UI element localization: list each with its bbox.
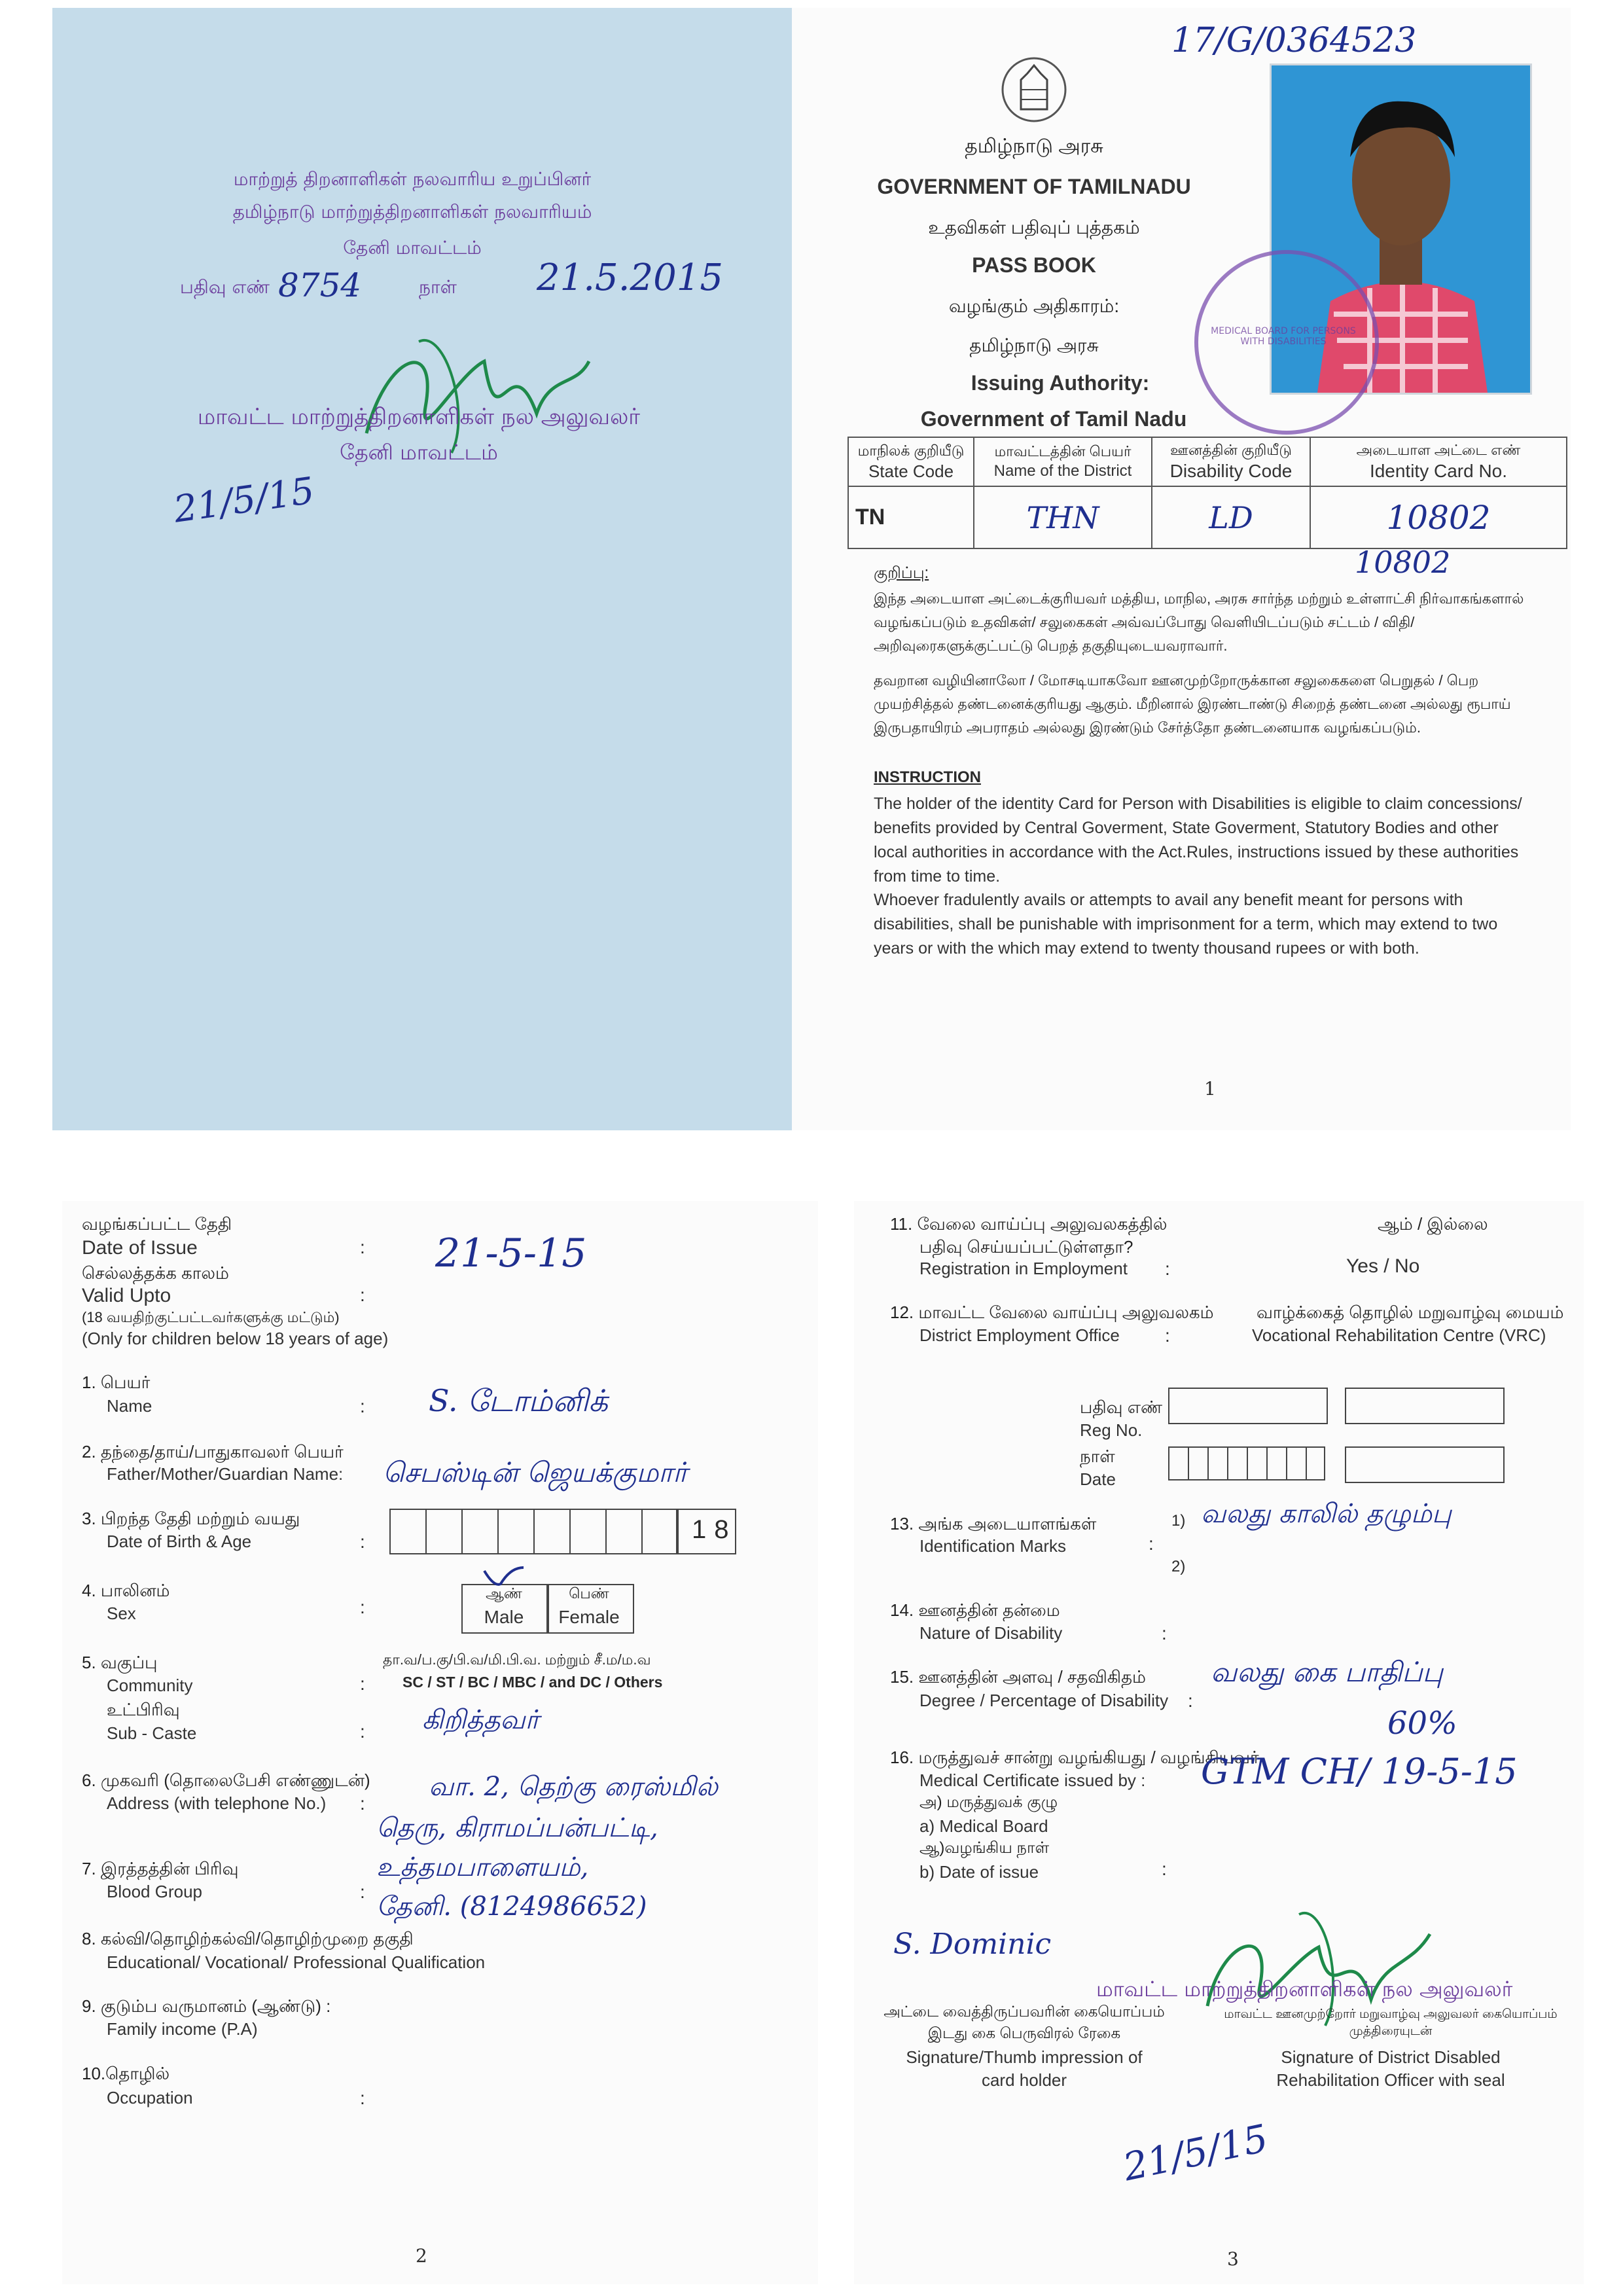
field-14-en: Nature of Disability: [919, 1623, 1063, 1643]
dob-cells: [389, 1509, 677, 1554]
field-4-en: Sex: [107, 1604, 136, 1623]
page-number-2: 2: [416, 2245, 427, 2267]
field-7-ta: 7. இரத்தத்தின் பிரிவு: [82, 1859, 239, 1878]
field-16a-ta: அ) மருத்துவக் குழு: [919, 1793, 1058, 1811]
vrc-ta: வாழ்க்கைத் தொழில் மறுவாழ்வு மையம்: [1257, 1302, 1564, 1322]
subcaste-value: கிறித்தவர்: [422, 1705, 539, 1735]
male-en: Male: [484, 1607, 524, 1627]
page-2: வழங்கப்பட்ட தேதி Date of Issue : 21-5-15 செல்லத்தக்க காலம் Valid Upto : (18 வயதிற்குட்பட்டவர்களுக்கு மட்டும்) (Only for children below 18 years of age) 1. பெயர் Name : S. டோம்னிக் 2. தந்தை/தாய்/பாதுகாவலர் பெயர் Father/Mother/Guardian Name: செபஸ்டின் ஜெயக்குமார் 3. பிறந்த தேதி மற்றும் வயது Date of Birth & Age : 18 4. பாலினம் Sex : ஆண் Male பெண் Female 5. வகுப்பு Community : தா.வ/ப.கு/பி.வ/மி.பி.வ. மற்றும் சீ.ம/ம.வ SC / ST / BC / MBC / and DC / Others உட்பிரிவு Sub - Caste : கிறித்தவர் 6. முகவரி (தொலைபேசி எண்ணுடன்) Address (with telephone No.) : வா. 2, தெற்கு ரைஸ்மில் தெரு, கிராமப்பன்பட்டி, உத்தமபாளையம், தேனி. (8124986652) 7. இரத்தத்தின் பிரிவு Blood Group : 8. கல்வி/தொழிற்கல்வி/தொழிற்முறை தகுதி Educational/ Vocational/ Professional Qualification 9. குடும்ப வருமானம் (ஆண்டு) : Family income (P.A) 10.தொழில் Occupation : 2: [62, 1201, 818, 2284]
valid-upto-en: Valid Upto: [82, 1285, 171, 1306]
disability-code-en: Disability Code: [1169, 461, 1293, 481]
field-9-ta: 9. குடும்ப வருமானம் (ஆண்டு) :: [82, 1996, 331, 2016]
field-9-en: Family income (P.A): [107, 2019, 258, 2039]
field-13-en: Identification Marks: [919, 1536, 1066, 1556]
field-8-ta: 8. கல்வி/தொழிற்கல்வி/தொழிற்முறை தகுதி: [82, 1929, 414, 1948]
district-name-en: Name of the District: [993, 462, 1132, 480]
officer-caption-en1: Signature of District Disabled: [1281, 2047, 1501, 2067]
field-6-en: Address (with telephone No.): [107, 1793, 327, 1813]
field-11-en: Registration in Employment: [919, 1259, 1128, 1278]
district-name-ta: மாவட்டத்தின் பெயர்: [994, 443, 1132, 459]
officer-caption-ta: மாவட்ட ஊனமுற்றோர் மறுவாழ்வு அலுவலர் கையொப்பம் முத்திரையுடன்: [1224, 2007, 1558, 2038]
reg-no-ta: பதிவு எண்: [1080, 1397, 1163, 1417]
field-15-ta: 15. ஊனத்தின் அளவு / சதவிகிதம்: [890, 1667, 1146, 1687]
cover-officer-line2: தேனி மாவட்டம்: [340, 440, 498, 465]
idcard-no-ta: அடையாள அட்டை எண்: [1356, 442, 1521, 458]
mark-2-label: 2): [1171, 1558, 1186, 1575]
cover-officer-line1: மாவட்ட மாற்றுத்திறனாளிகள் நல அலுவலர்: [197, 404, 641, 430]
address-line3: உத்தமபாளையம்,: [376, 1852, 589, 1882]
date-ta: நாள்: [1080, 1446, 1115, 1466]
medical-certificate-value: GTM CH/ 19-5-15: [1201, 1751, 1518, 1792]
idcard-no-value: 10802: [1386, 498, 1491, 537]
field-1-en: Name: [107, 1396, 152, 1416]
field-15-en: Degree / Percentage of Disability: [919, 1691, 1169, 1710]
page-number-1: 1: [1204, 1078, 1216, 1100]
male-ta: ஆண்: [486, 1585, 522, 1602]
employment-option-ta: ஆம் / இல்லை: [1378, 1214, 1488, 1234]
mark-1-value: வலது காலில் தழும்பு: [1201, 1499, 1452, 1529]
name-value: S. டோம்னிக்: [429, 1383, 608, 1418]
holder-caption-ta1: அட்டை வைத்திருப்பவரின் கையொப்பம்: [883, 2003, 1165, 2020]
field-16b-ta: ஆ)வழங்கிய நாள்: [919, 1839, 1050, 1857]
field-1-ta: 1. பெயர்: [82, 1372, 151, 1392]
children-note-en: (Only for children below 18 years of age): [82, 1329, 389, 1348]
disability-percentage-value: 60%: [1387, 1705, 1457, 1742]
subcaste-ta: உட்பிரிவு: [107, 1700, 180, 1719]
authority-en: Issuing Authority:: [971, 371, 1150, 395]
reg-no-box-2: [1345, 1388, 1505, 1424]
employment-option-en: Yes / No: [1346, 1255, 1420, 1277]
address-line2: தெரு, கிராமப்பன்பட்டி,: [376, 1813, 658, 1843]
officer-caption-en2: Rehabilitation Officer with seal: [1276, 2070, 1505, 2090]
field-13-ta: 13. அங்க அடையாளங்கள்: [890, 1514, 1097, 1534]
holder-caption-en2: card holder: [981, 2070, 1067, 2090]
state-code-value: TN: [855, 505, 885, 529]
field-16-ta: 16. மருத்துவச் சான்று வழங்கியது / வழங்கியவர்: [890, 1748, 1259, 1767]
field-2-ta: 2. தந்தை/தாய்/பாதுகாவலர் பெயர்: [82, 1442, 344, 1462]
holder-caption-ta2: இடது கை பெருவிரல் ரேகை: [927, 2024, 1121, 2041]
holder-caption-en1: Signature/Thumb impression of: [906, 2047, 1143, 2067]
authority-ta: வழங்கும் அதிகாரம்:: [948, 296, 1120, 316]
field-3-ta: 3. பிறந்த தேதி மற்றும் வயது: [82, 1509, 300, 1528]
notes-ta-para1: இந்த அடையாள அட்டைக்குரியவர் மத்திய, மாநில, அரசு சார்ந்த மற்றும் உள்ளாட்சி நிர்வாகங்களால் வழங்கப்படும் உதவிகள்/ சலுகைகள் அவ்வப்போது வெளியிடப்படும் சட்டம் / விதி/ அறிவுரைகளுக்குட்பட்டு பெறத் தகுதியுடையவராவார்.: [874, 590, 1524, 654]
date-en: Date: [1080, 1469, 1116, 1489]
field-11-ta: 11. வேலை வாய்ப்பு அலுவலகத்தில்: [890, 1214, 1168, 1234]
female-ta: பெண்: [569, 1585, 609, 1602]
field-5-ta: 5. வகுப்பு: [82, 1653, 158, 1672]
notes-ta-para2: தவறான வழியினாலோ / மோசடியாகவோ ஊனமுற்றோருக்கான சலுகைகளை பெறுதல் / பெற முயற்சித்தல் தண்டனைக்குரியது ஆகும். மீறினால் இரண்டாண்டு சிறைத் தண்டனை அல்லது ரூபாய் இருபதாயிரம் அபராதம் அல்லது இரண்டும் சேர்த்தோ தண்டனையாக வழங்கப்படும்.: [874, 672, 1511, 736]
issue-date-ta: வழங்கப்பட்ட தேதி: [82, 1214, 232, 1234]
age-value: 18: [692, 1515, 737, 1544]
address-line1: வா. 2, தெற்கு ரைஸ்மில்: [429, 1772, 718, 1802]
field-10-en: Occupation: [107, 2088, 193, 2108]
field-6-ta: 6. முகவரி (தொலைபேசி எண்ணுடன்): [82, 1770, 370, 1790]
vrc-en: Vocational Rehabilitation Centre (VRC): [1252, 1325, 1546, 1345]
field-3-en: Date of Birth & Age: [107, 1532, 252, 1551]
district-code-value: THN: [1026, 499, 1099, 535]
idcard-no-en: Identity Card No.: [1369, 461, 1508, 481]
cover-stamp-line1: மாற்றுத் திறனாளிகள் நலவாரிய உறுப்பினர்: [233, 168, 592, 190]
officer-stamp-text: மாவட்ட மாற்றுத்திறனாளிகள் நல அலுவலர்: [1096, 1977, 1513, 2001]
state-code-ta: மாநிலக் குறியீடு: [857, 442, 965, 459]
cover-stamp-line2: தமிழ்நாடு மாற்றுத்திறனாளிகள் நலவாரியம்: [232, 201, 592, 223]
tn-emblem-icon: [1001, 54, 1067, 126]
cover-reg-label: பதிவு எண்: [180, 276, 270, 298]
male-tick-mark: [481, 1564, 527, 1590]
cover-handwritten-date: 21/5/15: [171, 469, 317, 531]
guardian-name-value: செபஸ்டின் ஜெயக்குமார்: [383, 1456, 688, 1488]
valid-upto-ta: செல்லத்தக்க காலம்: [82, 1263, 229, 1283]
field-11-ta2: பதிவு செய்யப்பட்டுள்ளதா?: [919, 1237, 1133, 1257]
date-box-2: [1345, 1446, 1505, 1483]
field-14-ta: 14. ஊனத்தின் தன்மை: [890, 1600, 1060, 1620]
date-cells: [1168, 1446, 1325, 1480]
page-number-3: 3: [1227, 2248, 1239, 2270]
codes-table: [847, 437, 1567, 549]
field-16b-en: b) Date of issue: [919, 1862, 1039, 1882]
address-line4: தேனி. (8124986652): [376, 1892, 647, 1922]
officer-handwritten-date: 21/5/15: [1119, 2115, 1272, 2190]
cover-page: [52, 8, 792, 1130]
field-12-en: District Employment Office: [919, 1325, 1120, 1345]
page-3: 11. வேலை வாய்ப்பு அலுவலகத்தில் பதிவு செய்யப்பட்டுள்ளதா? Registration in Employment : ஆம் / இல்லை Yes / No 12. மாவட்ட வேலை வாய்ப்பு அலுவலகம் District Employment Office : வாழ்க்கைத் தொழில் மறுவாழ்வு மையம் Vocational Rehabilitation Centre (VRC) பதிவு எண் Reg No. நாள் Date 13. அங்க அடையாளங்கள் Identification Marks : 1) வலது காலில் தழும்பு 2) 14. ஊனத்தின் தன்மை Nature of Disability : 15. ஊனத்தின் அளவு / சதவிகிதம் Degree / Percentage of Disability : வலது கை பாதிப்பு 60% 16. மருத்துவச் சான்று வழங்கியது / வழங்கியவர் Medical Certificate issued by : GTM CH/ 19-5-15 அ) மருத்துவக் குழு a) Medical Board ஆ)வழங்கிய நாள் b) Date of issue : S. Dominic மாவட்ட மாற்றுத்திறனாளிகள் நல அலுவலர் அட்டை வைத்திருப்பவரின் கையொப்பம் இடது கை பெருவிரல் ரேகை Signature/Thumb impression of card holder மாவட்ட ஊனமுற்றோர் மறுவாழ்வு அலுவலர் கையொப்பம் முத்திரையுடன் Signature of District Disabled Rehabilitation Officer with seal 21/5/15 3: [854, 1201, 1584, 2284]
issue-date-en: Date of Issue: [82, 1237, 198, 1259]
field-7-en: Blood Group: [107, 1882, 202, 1901]
field-8-en: Educational/ Vocational/ Professional Qualification: [107, 1952, 486, 1972]
instruction-para1: The holder of the identity Card for Person with Disabilities is eligible to claim concessions/ benefits provided by Central Goverment, State Goverment, Statutory Bodies and other local authorities in accordance with the Act.Rules, instructions issued by these authorities from time to time.: [874, 795, 1522, 886]
field-10-ta: 10.தொழில்: [82, 2064, 170, 2083]
idcard-no-value-repeat: 10802: [1355, 545, 1451, 580]
cover-date-value: 21.5.2015: [537, 257, 724, 299]
holder-signature: S. Dominic: [893, 1928, 1052, 1961]
community-options-ta: தா.வ/ப.கு/பி.வ/மி.பி.வ. மற்றும் சீ.ம/ம.வ: [383, 1651, 651, 1668]
document-number: 17/G/0364523: [1171, 21, 1417, 60]
passbook-title-en: PASS BOOK: [972, 253, 1096, 277]
medical-board-seal: MEDICAL BOARD FOR PERSONS WITH DISABILITIES: [1194, 250, 1379, 435]
field-5-en: Community: [107, 1676, 193, 1695]
page-1: [792, 8, 1571, 1130]
instruction-label: INSTRUCTION: [874, 768, 981, 786]
state-code-en: State Code: [868, 461, 954, 481]
field-2-en: Father/Mother/Guardian Name:: [107, 1464, 344, 1484]
cover-stamp-line3: தேனி மாவட்டம்: [343, 237, 482, 259]
issue-date-value: 21-5-15: [435, 1230, 587, 1276]
children-note-ta: (18 வயதிற்குட்பட்டவர்களுக்கு மட்டும்): [82, 1309, 340, 1325]
field-12-ta: 12. மாவட்ட வேலை வாய்ப்பு அலுவலகம்: [890, 1302, 1214, 1322]
cover-reg-value: 8754: [278, 266, 362, 304]
govt-title-en: GOVERNMENT OF TAMILNADU: [877, 175, 1191, 198]
field-4-ta: 4. பாலினம்: [82, 1581, 170, 1600]
authority-ta2: தமிழ்நாடு அரசு: [969, 335, 1099, 355]
reg-no-en: Reg No.: [1080, 1420, 1143, 1440]
field-16-en: Medical Certificate issued by :: [919, 1770, 1146, 1790]
cover-date-label: நாள்: [419, 276, 457, 298]
community-options-en: SC / ST / BC / MBC / and DC / Others: [402, 1674, 663, 1691]
mark-1-label: 1): [1171, 1512, 1186, 1530]
disability-code-ta: ஊனத்தின் குறியீடு: [1170, 442, 1292, 458]
subcaste-en: Sub - Caste: [107, 1723, 197, 1743]
field-16a-en: a) Medical Board: [919, 1816, 1048, 1836]
female-en: Female: [558, 1607, 620, 1627]
authority-en2: Government of Tamil Nadu: [920, 407, 1187, 431]
disability-code-value: LD: [1209, 499, 1253, 535]
notes-label-ta: குறிப்பு:: [874, 564, 929, 582]
disability-nature-value: வலது கை பாதிப்பு: [1211, 1656, 1443, 1688]
reg-no-box-1: [1168, 1388, 1328, 1424]
govt-title-ta: தமிழ்நாடு அரசு: [965, 135, 1103, 157]
instruction-para2: Whoever fradulently avails or attempts to avail any benefit meant for persons with disabilities, shall be punishable with imprisonment for a term, which may extend to two years or with the which may extend to twenty thousand rupees or with both.: [874, 891, 1498, 958]
passbook-title-ta: உதவிகள் பதிவுப் புத்தகம்: [928, 217, 1140, 238]
